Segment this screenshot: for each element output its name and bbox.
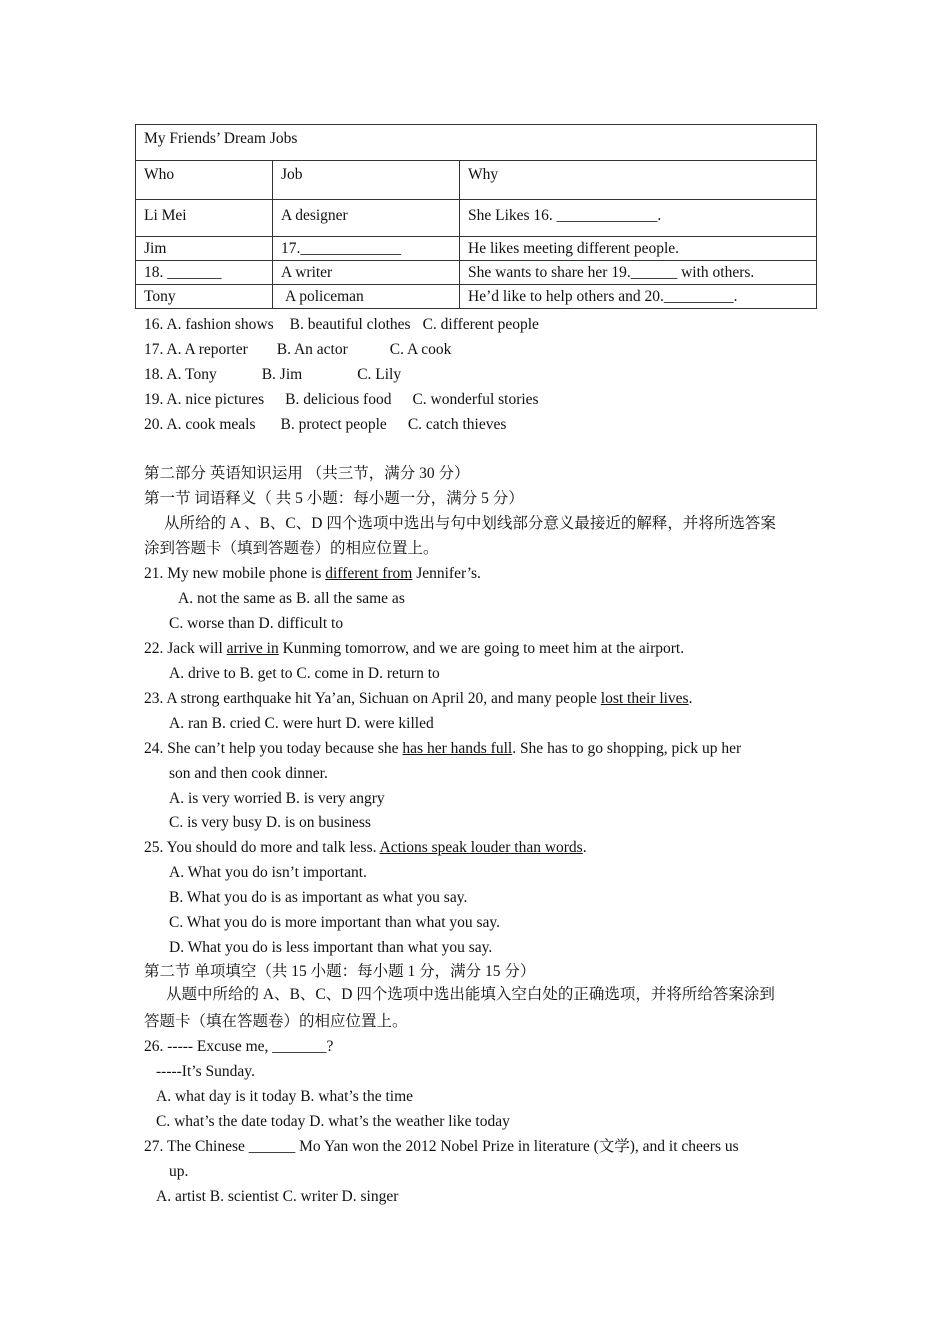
- question-26-options: A. what day is it today B. what’s the time: [156, 1088, 414, 1105]
- table-row: [136, 200, 817, 237]
- question-26-options-2: C. what’s the date today D. what’s the weather like today: [156, 1113, 510, 1130]
- cell-job: 17._____________: [273, 237, 460, 261]
- section2-instruction-cont: 答题卡（填在答题卷）的相应位置上。: [144, 1013, 408, 1030]
- cell-who: Tony: [136, 285, 273, 309]
- table-row: [136, 261, 817, 285]
- cell-who: Jim: [136, 237, 273, 261]
- question-27-options: A. artist B. scientist C. writer D. singer: [156, 1188, 399, 1205]
- cell-job: A writer: [273, 261, 460, 285]
- question-25-option-a: A. What you do isn’t important.: [169, 864, 367, 881]
- question-27: 27. The Chinese ______ Mo Yan won the 2012 Nobel Prize in literature (文学), and it cheers us: [144, 1138, 739, 1155]
- table-row: [136, 237, 817, 261]
- option-line-18: 18. A. Tony B. Jim C. Lily: [144, 366, 402, 383]
- question-25-option-b: B. What you do is as important as what you say.: [169, 889, 468, 906]
- cell-why: He likes meeting different people.: [460, 237, 817, 261]
- header-why: Why: [460, 161, 817, 200]
- question-26: 26. ----- Excuse me, _______?: [144, 1038, 334, 1055]
- question-26-answer: -----It’s Sunday.: [156, 1063, 255, 1080]
- section1-instruction-cont: 涂到答题卡（填到答题卷）的相应位置上。: [144, 540, 439, 557]
- cell-job: A policeman: [273, 285, 460, 309]
- question-21: 21. My new mobile phone is different from Jennifer’s.: [144, 565, 481, 582]
- question-21-options: A. not the same as B. all the same as: [178, 590, 405, 607]
- option-line-17: 17. A. A reporter B. An actor C. A cook: [144, 341, 452, 358]
- question-24-options: A. is very worried B. is very angry: [169, 790, 385, 807]
- question-24-options-2: C. is very busy D. is on business: [169, 814, 371, 831]
- question-24-cont: son and then cook dinner.: [169, 765, 328, 782]
- table-title: My Friends’ Dream Jobs: [136, 125, 817, 161]
- table-row: [136, 285, 817, 309]
- question-25: 25. You should do more and talk less. Actions speak louder than words.: [144, 839, 587, 856]
- question-23-options: A. ran B. cried C. were hurt D. were killed: [169, 715, 434, 732]
- question-27-cont: up.: [169, 1163, 189, 1180]
- cell-why: He’d like to help others and 20._________.: [460, 285, 817, 309]
- dream-jobs-table: [135, 124, 817, 309]
- cell-why: She Likes 16. _____________.: [460, 200, 817, 237]
- section1-instruction: 从所给的 A 、B、C、D 四个选项中选出与句中划线部分意义最接近的解释，并将所选答案: [164, 515, 776, 532]
- question-25-option-d: D. What you do is less important than what you say.: [169, 939, 493, 956]
- option-line-19: 19. A. nice pictures B. delicious food C. wonderful stories: [144, 391, 539, 408]
- question-24: 24. She can’t help you today because she has her hands full. She has to go shopping, pick up her: [144, 740, 742, 757]
- section2-title: 第二节 单项填空（共 15 小题：每小题 1 分，满分 15 分）: [144, 963, 536, 980]
- cell-job: A designer: [273, 200, 460, 237]
- header-job: Job: [273, 161, 460, 200]
- question-21-options-2: C. worse than D. difficult to: [169, 615, 344, 632]
- part2-title: 第二部分 英语知识运用 （共三节，满分 30 分）: [144, 465, 470, 482]
- question-22: 22. Jack will arrive in Kunming tomorrow, and we are going to meet him at the airport.: [144, 640, 685, 657]
- option-line-16: 16. A. fashion shows B. beautiful clothes C. different people: [144, 316, 539, 333]
- question-23: 23. A strong earthquake hit Ya’an, Sichuan on April 20, and many people lost their lives.: [144, 690, 693, 707]
- section1-title: 第一节 词语释义（ 共 5 小题：每小题一分，满分 5 分）: [144, 490, 524, 507]
- cell-who: 18. _______: [136, 261, 273, 285]
- cell-who: Li Mei: [136, 200, 273, 237]
- cell-why: She wants to share her 19.______ with others.: [460, 261, 817, 285]
- question-25-option-c: C. What you do is more important than what you say.: [169, 914, 501, 931]
- question-22-options: A. drive to B. get to C. come in D. return to: [169, 665, 440, 682]
- header-who: Who: [136, 161, 273, 200]
- section2-instruction: 从题中所给的 A、B、C、D 四个选项中选出能填入空白处的正确选项，并将所给答案涂到: [166, 986, 775, 1003]
- option-line-20: 20. A. cook meals B. protect people C. catch thieves: [144, 416, 507, 433]
